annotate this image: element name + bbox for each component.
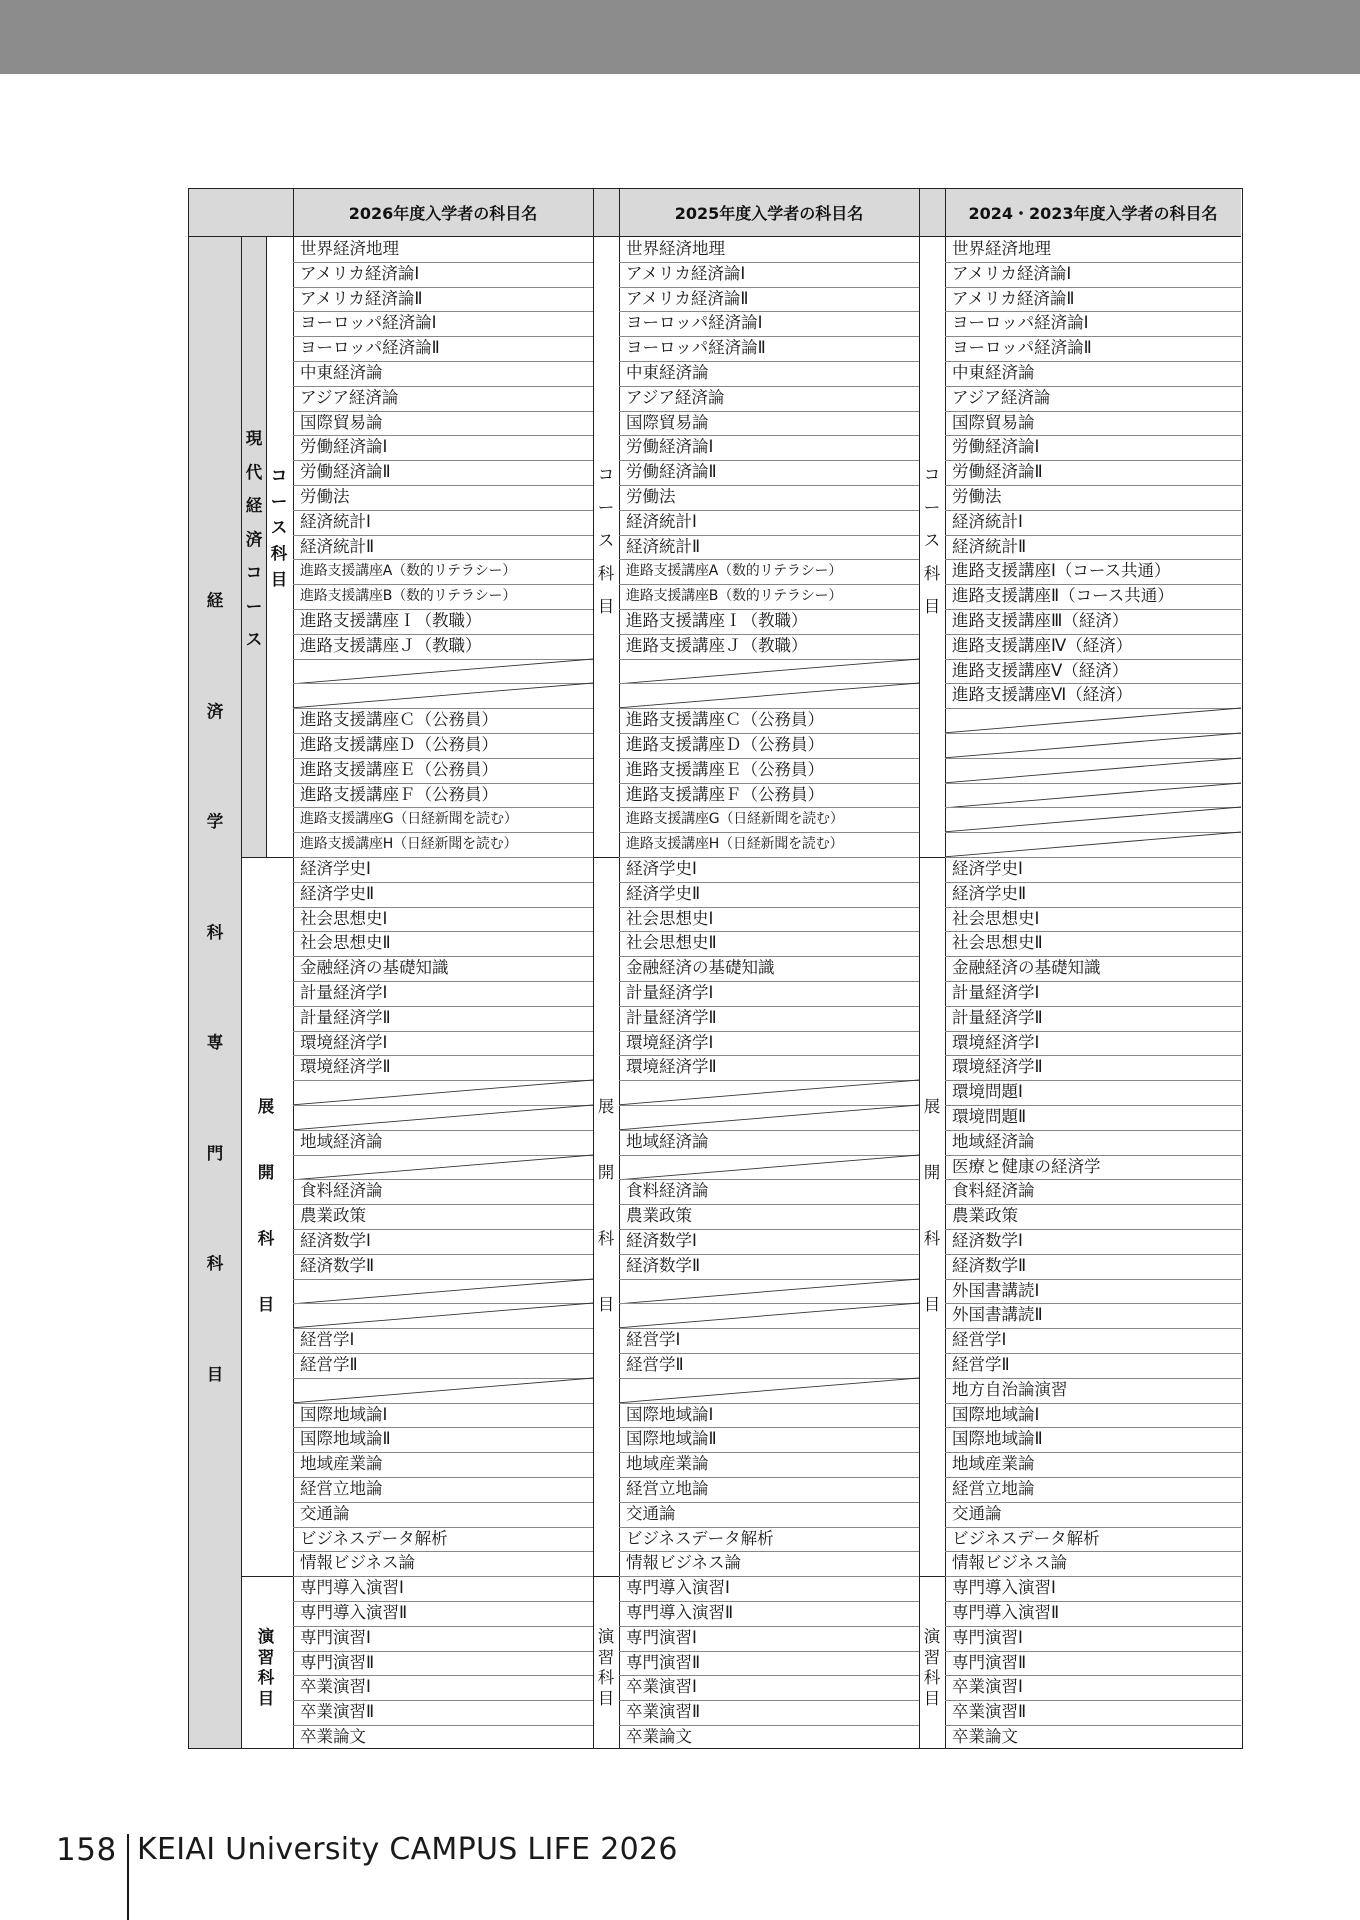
subject-2025: 進路支援講座Ｃ（公務員） [626,710,824,730]
top-banner [0,0,1360,74]
subject-2024: 経済数学Ⅱ [952,1255,1027,1275]
subject-2025: 農業政策 [626,1206,692,1226]
course-subjects-label-char: コ [270,466,288,485]
subject-2024: ヨーロッパ経済論Ⅱ [952,338,1092,358]
empty-slot-slash [293,1303,593,1328]
subject-2026: 卒業演習Ⅱ [300,1702,375,1722]
subject-2024: 経済統計Ⅱ [952,536,1027,556]
course-name-label-char: 経 [245,496,263,515]
subject-2024: 国際地域論Ⅰ [952,1404,1040,1424]
subject-2026: ヨーロッパ経済論Ⅱ [300,338,440,358]
subject-2025: 金融経済の基礎知識 [626,958,775,978]
footer-divider [127,1834,129,1920]
empty-slot-slash [619,1378,919,1403]
subject-2026: 労働法 [300,487,350,506]
subject-2024: 中東経済論 [952,363,1035,382]
department-label-column [189,237,241,1748]
empty-slot-slash [619,1303,919,1328]
development-label-char: 展 [257,1097,275,1116]
empty-slot-slash [619,1155,919,1180]
seminar-label-2025-char: 習 [597,1647,615,1667]
empty-slot-slash [945,807,1241,832]
subject-2026: 進路支援講座G（日経新聞を読む） [300,811,518,828]
seminar-label-2024-char: 習 [923,1647,941,1667]
subject-2026: 進路支援講座B（数的リテラシー） [300,588,517,605]
empty-slot-slash [945,832,1241,857]
subject-2025: 情報ビジネス論 [626,1553,742,1573]
footer-title: KEIAI University CAMPUS LIFE 2026 [137,1832,678,1867]
subject-2025: 経済学史Ⅰ [626,859,697,878]
subject-2026: 進路支援講座A（数的リテラシー） [300,563,517,580]
subject-2025: 進路支援講座Ｄ（公務員） [626,735,824,754]
department-label-char: 目 [206,1364,224,1384]
subject-2025: 進路支援講座G（日経新聞を読む） [626,811,844,828]
subject-2025: ビジネスデータ解析 [626,1528,774,1548]
subject-2026: 経済学史Ⅱ [300,883,375,903]
subject-2024: 環境経済学Ⅰ [952,1032,1040,1052]
department-label-char: 経 [206,591,224,610]
curriculum-table [188,188,1243,1749]
subject-2024: 環境問題Ⅰ [952,1082,1023,1102]
subject-2024: 経済学史Ⅰ [952,859,1023,878]
empty-slot-slash [619,1105,919,1130]
course-subjects-label-2024-char: 科 [923,564,941,583]
subject-2026: 進路支援講座Ｆ（公務員） [300,784,498,804]
subject-2024: 進路支援講座Ⅱ（コース共通） [952,586,1174,606]
subject-2026: 世界経済地理 [300,239,399,258]
divider-col-2025-end [919,189,920,1748]
header-spacer-2025 [593,189,619,237]
subject-2024: 労働経済論Ⅰ [952,437,1040,457]
subject-2026: 労働経済論Ⅱ [300,462,391,482]
seminar-label-char: 習 [257,1647,275,1667]
subject-2024: 経営学Ⅱ [952,1355,1010,1374]
seminar-label-2024-char: 演 [923,1627,941,1646]
seminar-label-2025-char: 演 [597,1627,615,1646]
empty-slot-slash [293,1080,593,1105]
subject-2026: 計量経済学Ⅰ [300,983,388,1002]
subject-2025: 経済数学Ⅰ [626,1231,697,1250]
subject-2024: 専門演習Ⅱ [952,1652,1027,1672]
subject-2025: 進路支援講座H（日経新聞を読む） [626,836,844,853]
subject-2026: 経営学Ⅰ [300,1330,355,1350]
course-subjects-label-char: ー [270,492,288,511]
seminar-label-char: 演 [257,1627,275,1646]
course-subjects-label-char: 目 [270,570,288,589]
subject-2024: 経済数学Ⅰ [952,1231,1023,1250]
empty-slot-slash [619,683,919,708]
course-name-label-char: 現 [245,429,263,448]
subject-2025: ヨーロッパ経済論Ⅱ [626,338,766,358]
subject-2025: 地域産業論 [626,1454,709,1474]
subject-2026: 食料経済論 [300,1181,383,1201]
subject-2025: 社会思想史Ⅰ [626,908,714,928]
subject-2025: 経営立地論 [626,1479,709,1498]
subject-2026: 社会思想史Ⅱ [300,933,391,953]
subject-2025: 専門演習Ⅱ [626,1652,701,1672]
subject-2025: 地域経済論 [626,1131,709,1151]
subject-2024: 計量経済学Ⅱ [952,1007,1043,1027]
subject-2025: 経済統計Ⅱ [626,536,701,556]
subject-2025: 労働経済論Ⅱ [626,462,717,482]
header-2025: 2025年度入学者の科目名 [619,189,919,237]
subject-2026: 社会思想史Ⅰ [300,908,388,928]
department-label-char: 学 [206,812,224,831]
subject-2024: 国際地域論Ⅱ [952,1429,1043,1449]
subject-2026: 卒業論文 [300,1727,366,1746]
subject-2026: 金融経済の基礎知識 [300,958,449,978]
subject-2026: 計量経済学Ⅱ [300,1007,391,1027]
subject-2024: 環境問題Ⅱ [952,1107,1027,1126]
subject-2024: 卒業論文 [952,1727,1018,1746]
seminar-label-2024-char: 科 [923,1668,941,1687]
subject-2026: アジア経済論 [300,387,399,407]
empty-slot-slash [619,1279,919,1304]
course-subjects-label-char: ス [270,518,288,537]
subject-2026: 経済統計Ⅰ [300,511,371,531]
course-subjects-label-2024-char: ス [923,531,941,550]
subject-2024: ヨーロッパ経済論Ⅰ [952,313,1089,333]
course-subjects-label-2024-char: コ [923,465,941,484]
subject-2025: 専門導入演習Ⅱ [626,1603,734,1622]
subject-2024: 地方自治論演習 [952,1379,1068,1399]
subject-2024: 進路支援講座Ⅵ（経済） [952,685,1133,705]
subject-2026: 中東経済論 [300,363,383,382]
seminar-label-char: 科 [257,1668,275,1687]
subject-2024: 農業政策 [952,1206,1018,1226]
subject-2025: 専門導入演習Ⅰ [626,1578,730,1598]
subject-2024: 環境経済学Ⅱ [952,1057,1043,1077]
subject-2025: ヨーロッパ経済論Ⅰ [626,313,763,333]
subject-2026: アメリカ経済論Ⅰ [300,263,420,283]
subject-2025: 労働経済論Ⅰ [626,437,714,457]
subject-2026: ビジネスデータ解析 [300,1528,448,1548]
empty-slot-slash [293,683,593,708]
course-subjects-label-2025-char: 科 [597,564,615,583]
empty-slot-slash [293,1105,593,1130]
subject-2024: 労働法 [952,487,1002,506]
empty-slot-slash [293,659,593,684]
subject-2025: 進路支援講座Ｊ（教職） [626,635,808,655]
subject-2025: 環境経済学Ⅰ [626,1032,714,1052]
development-label-2024-char: 開 [923,1163,941,1182]
subject-2024: 国際貿易論 [952,412,1035,432]
department-label-char: 専 [206,1033,224,1052]
subject-2024: 卒業演習Ⅱ [952,1702,1027,1722]
development-label-2024-char: 科 [923,1229,941,1248]
empty-slot-slash [945,783,1241,808]
development-label-char: 開 [257,1163,275,1182]
subject-2025: アメリカ経済論Ⅱ [626,288,749,308]
subject-2025: 食料経済論 [626,1181,709,1201]
course-subjects-label-char: 科 [270,544,288,563]
subject-2024: 進路支援講座Ⅲ（経済） [952,611,1129,630]
subject-2026: ヨーロッパ経済論Ⅰ [300,313,437,333]
development-label-char: 科 [257,1229,275,1248]
subject-2026: 進路支援講座Ｅ（公務員） [300,759,498,779]
subject-2024: 経済統計Ⅰ [952,511,1023,531]
subject-2024: 経済学史Ⅱ [952,883,1027,903]
header-2026: 2026年度入学者の科目名 [293,189,593,237]
page-number: 158 [56,1832,117,1868]
subject-2025: 中東経済論 [626,363,709,382]
subject-2024: 進路支援講座Ⅴ（経済） [952,660,1129,680]
subject-2025: アジア経済論 [626,387,725,407]
department-label-char: 済 [206,701,224,721]
subject-2024: 経営学Ⅰ [952,1330,1007,1350]
subject-2025: アメリカ経済論Ⅰ [626,263,746,283]
subject-2026: 経済数学Ⅰ [300,1231,371,1250]
development-label-2025-char: 目 [597,1295,615,1314]
subject-2025: 進路支援講座A（数的リテラシー） [626,563,843,580]
subject-2024: 社会思想史Ⅰ [952,908,1040,928]
course-subjects-label-2025-char: ー [597,498,615,517]
course-subjects-label-2024-char: ー [923,498,941,517]
course-subjects-label-2025-char: ス [597,531,615,550]
subject-2026: 経済数学Ⅱ [300,1255,375,1275]
subject-2025: 国際貿易論 [626,412,709,432]
header-corner [189,189,293,237]
development-label-2025-char: 展 [597,1097,615,1116]
subject-2026: 経営学Ⅱ [300,1355,358,1374]
subject-2025: 経済学史Ⅱ [626,883,701,903]
header-2024: 2024・2023年度入学者の科目名 [945,189,1241,237]
subject-2026: 国際地域論Ⅰ [300,1404,388,1424]
course-subjects-label-2025-char: コ [597,465,615,484]
subject-2026: 地域産業論 [300,1454,383,1474]
subject-2026: 国際地域論Ⅱ [300,1429,391,1449]
subject-2024: 卒業演習Ⅰ [952,1677,1023,1697]
subject-2024: 社会思想史Ⅱ [952,933,1043,953]
subject-2025: 社会思想史Ⅱ [626,933,717,953]
subject-2024: 専門演習Ⅰ [952,1627,1023,1647]
development-label-char: 目 [257,1295,275,1314]
subject-2024: 専門導入演習Ⅱ [952,1603,1060,1622]
course-name-label-char: ス [245,630,263,649]
subject-2026: 環境経済学Ⅱ [300,1057,391,1077]
development-label-2024-char: 展 [923,1097,941,1116]
subject-2025: 進路支援講座Ｆ（公務員） [626,784,824,804]
subject-2026: 農業政策 [300,1206,366,1226]
subject-2026: 国際貿易論 [300,412,383,432]
subject-2025: 交通論 [626,1503,676,1523]
subject-2025: 経営学Ⅰ [626,1330,681,1350]
subject-2024: ビジネスデータ解析 [952,1528,1100,1548]
subject-2026: 経済統計Ⅱ [300,536,375,556]
subject-2024: 食料経済論 [952,1181,1035,1201]
subject-2025: 世界経済地理 [626,239,725,258]
subject-2024: 計量経済学Ⅰ [952,983,1040,1002]
course-name-label-char: コ [245,563,263,582]
subject-2026: 専門導入演習Ⅰ [300,1578,404,1598]
subject-2025: 経営学Ⅱ [626,1355,684,1374]
department-label-char: 門 [206,1143,224,1163]
seminar-label-2024-char: 目 [923,1688,941,1708]
subject-2025: 労働法 [626,487,676,506]
seminar-label-2025-char: 科 [597,1668,615,1687]
development-label-2025-char: 開 [597,1163,615,1182]
subject-2025: 卒業演習Ⅰ [626,1677,697,1697]
subject-2026: 進路支援講座Ｄ（公務員） [300,735,498,754]
empty-slot-slash [619,1080,919,1105]
subject-2025: 計量経済学Ⅱ [626,1007,717,1027]
subject-2026: 進路支援講座Ｃ（公務員） [300,710,498,730]
subject-2024: 交通論 [952,1503,1002,1523]
subject-2026: 進路支援講座Ｊ（教職） [300,635,482,655]
empty-slot-slash [945,708,1241,733]
subject-2026: 環境経済学Ⅰ [300,1032,388,1052]
course-subjects-label-2025-char: 目 [597,597,615,616]
seminar-label-char: 目 [257,1688,275,1708]
empty-slot-slash [293,1279,593,1304]
subject-2025: 経済統計Ⅰ [626,511,697,531]
seminar-label-2025-char: 目 [597,1688,615,1708]
subject-2026: 経営立地論 [300,1479,383,1498]
course-name-label-char: ー [245,596,263,616]
subject-2026: 進路支援講座H（日経新聞を読む） [300,836,518,853]
empty-slot-slash [945,733,1241,758]
subject-2025: 進路支援講座B（数的リテラシー） [626,588,843,605]
subject-2026: 経済学史Ⅰ [300,859,371,878]
subject-2024: 金融経済の基礎知識 [952,958,1101,978]
subject-2025: 環境経済学Ⅱ [626,1057,717,1077]
subject-2026: 専門導入演習Ⅱ [300,1603,408,1622]
empty-slot-slash [619,659,919,684]
subject-2025: 卒業演習Ⅱ [626,1702,701,1722]
subject-2026: 卒業演習Ⅰ [300,1677,371,1697]
department-label-char: 科 [206,922,224,942]
subject-2024: 外国書講読Ⅱ [952,1305,1043,1325]
subject-2026: 専門演習Ⅱ [300,1652,375,1672]
subject-2024: 世界経済地理 [952,239,1051,258]
subject-2026: 専門演習Ⅰ [300,1627,371,1647]
subject-2025: 卒業論文 [626,1727,692,1746]
subject-2025: 国際地域論Ⅰ [626,1404,714,1424]
subject-2024: 情報ビジネス論 [952,1553,1068,1573]
subject-2024: 地域産業論 [952,1454,1035,1474]
subject-2024: 労働経済論Ⅱ [952,462,1043,482]
subject-2025: 専門演習Ⅰ [626,1627,697,1647]
subject-2025: 経済数学Ⅱ [626,1255,701,1275]
subject-2024: 専門導入演習Ⅰ [952,1578,1056,1598]
empty-slot-slash [293,1155,593,1180]
subject-2026: 進路支援講座Ｉ（教職） [300,611,482,630]
development-label-2024-char: 目 [923,1295,941,1314]
empty-slot-slash [945,758,1241,783]
subject-2025: 進路支援講座Ｉ（教職） [626,611,808,630]
divider-col-2026-end [593,189,594,1748]
subject-2026: 地域経済論 [300,1131,383,1151]
subject-2026: 情報ビジネス論 [300,1553,416,1573]
header-spacer-2024 [919,189,945,237]
subject-2026: アメリカ経済論Ⅱ [300,288,423,308]
subject-2024: 進路支援講座Ⅰ（コース共通） [952,561,1171,581]
subject-2024: 医療と健康の経済学 [952,1156,1101,1176]
subject-2024: アジア経済論 [952,387,1051,407]
subject-2025: 計量経済学Ⅰ [626,983,714,1002]
development-label-2025-char: 科 [597,1229,615,1248]
subject-2026: 交通論 [300,1503,350,1523]
subject-2024: 進路支援講座Ⅳ（経済） [952,635,1133,655]
course-name-label-char: 済 [245,529,263,549]
subject-2025: 進路支援講座Ｅ（公務員） [626,759,824,779]
course-subjects-label-2024-char: 目 [923,597,941,616]
subject-2024: 地域経済論 [952,1131,1035,1151]
empty-slot-slash [293,1378,593,1403]
subject-2024: アメリカ経済論Ⅰ [952,263,1072,283]
department-label-char: 科 [206,1254,224,1273]
subject-2025: 国際地域論Ⅱ [626,1429,717,1449]
course-name-label-char: 代 [245,462,263,482]
subject-2026: 労働経済論Ⅰ [300,437,388,457]
subject-2024: 外国書講読Ⅰ [952,1280,1040,1300]
subject-2024: 経営立地論 [952,1479,1035,1498]
subject-2024: アメリカ経済論Ⅱ [952,288,1075,308]
